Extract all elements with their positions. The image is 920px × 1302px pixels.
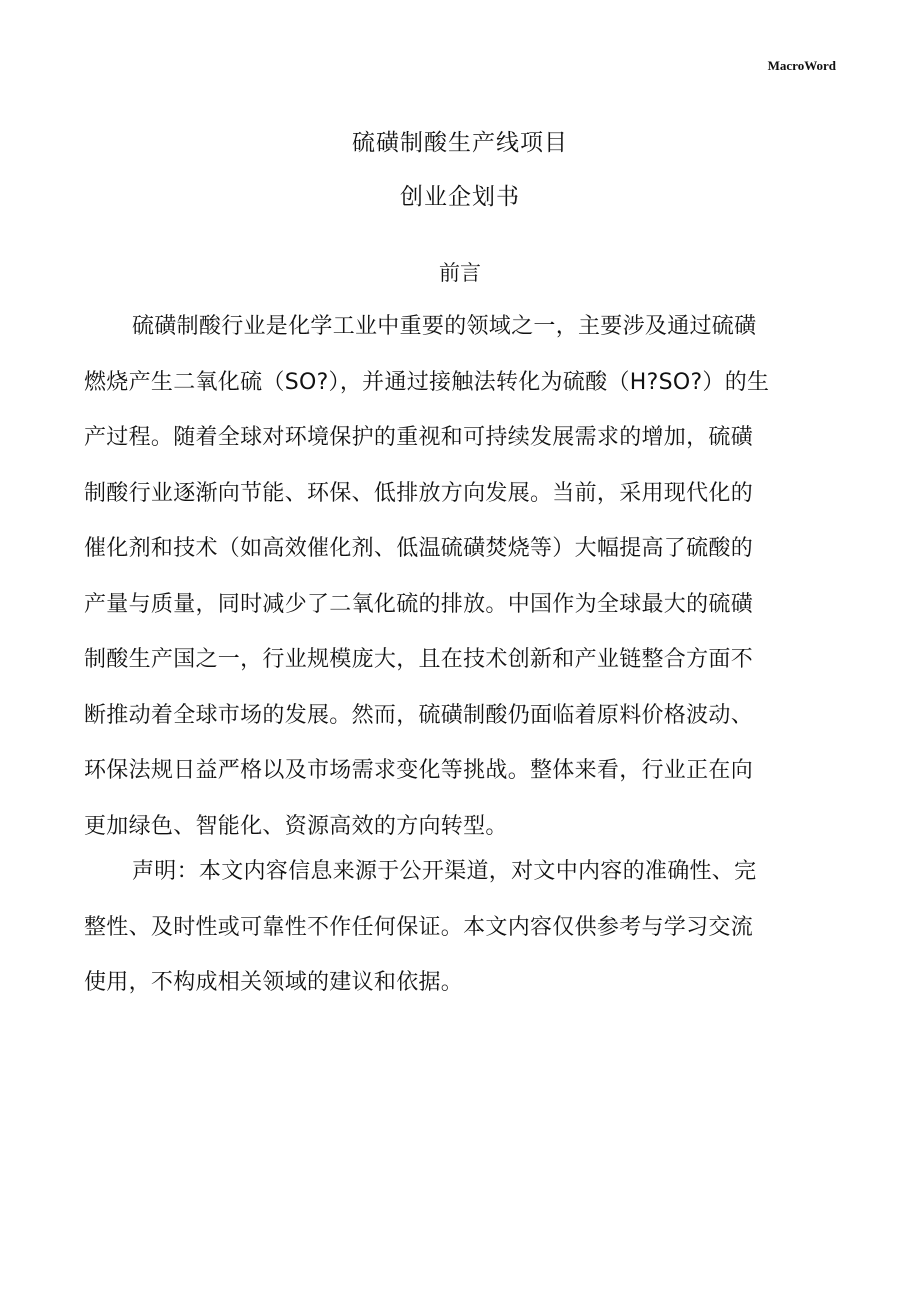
paragraph-line: 整性、及时性或可靠性不作任何保证。本文内容仅供参考与学习交流 [84,914,754,940]
paragraph-line: 断推动着全球市场的发展。然而，硫磺制酸仍面临着原料价格波动、 [84,702,754,728]
paragraph-line: 声明：本文内容信息来源于公开渠道，对文中内容的准确性、完 [132,859,757,884]
paragraph-line: 环保法规日益严格以及市场需求变化等挑战。整体来看，行业正在向 [84,758,754,783]
disclaimer-paragraph [84,857,844,1024]
paragraph-line: 燃烧产生二氧化硫（SO?），并通过接触法转化为硫酸（H?SO?）的生 [84,369,770,395]
preface-paragraph [84,312,844,867]
paragraph-line: 产量与质量，同时减少了二氧化硫的排放。中国作为全球最大的硫磺 [84,591,754,617]
document-subtitle: 创业企划书 [400,184,520,210]
paragraph-line: 更加绿色、智能化、资源高效的方向转型。 [84,813,508,839]
header-brand: MacroWord [767,58,836,73]
document-title: 硫磺制酸生产线项目 [352,130,568,156]
paragraph-line: 使用，不构成相关领域的建议和依据。 [84,970,464,995]
paragraph-line: 产过程。随着全球对环境保护的重视和可持续发展需求的增加，硫磺 [84,425,754,450]
paragraph-line: 制酸行业逐渐向节能、环保、低排放方向发展。当前，采用现代化的 [84,480,754,506]
paragraph-line: 硫磺制酸行业是化学工业中重要的领域之一，主要涉及通过硫磺 [132,314,757,339]
paragraph-line: 制酸生产国之一，行业规模庞大，且在技术创新和产业链整合方面不 [84,647,754,672]
section-heading-preface: 前言 [439,261,481,285]
paragraph-line: 催化剂和技术（如高效催化剂、低温硫磺焚烧等）大幅提高了硫酸的 [84,536,754,561]
